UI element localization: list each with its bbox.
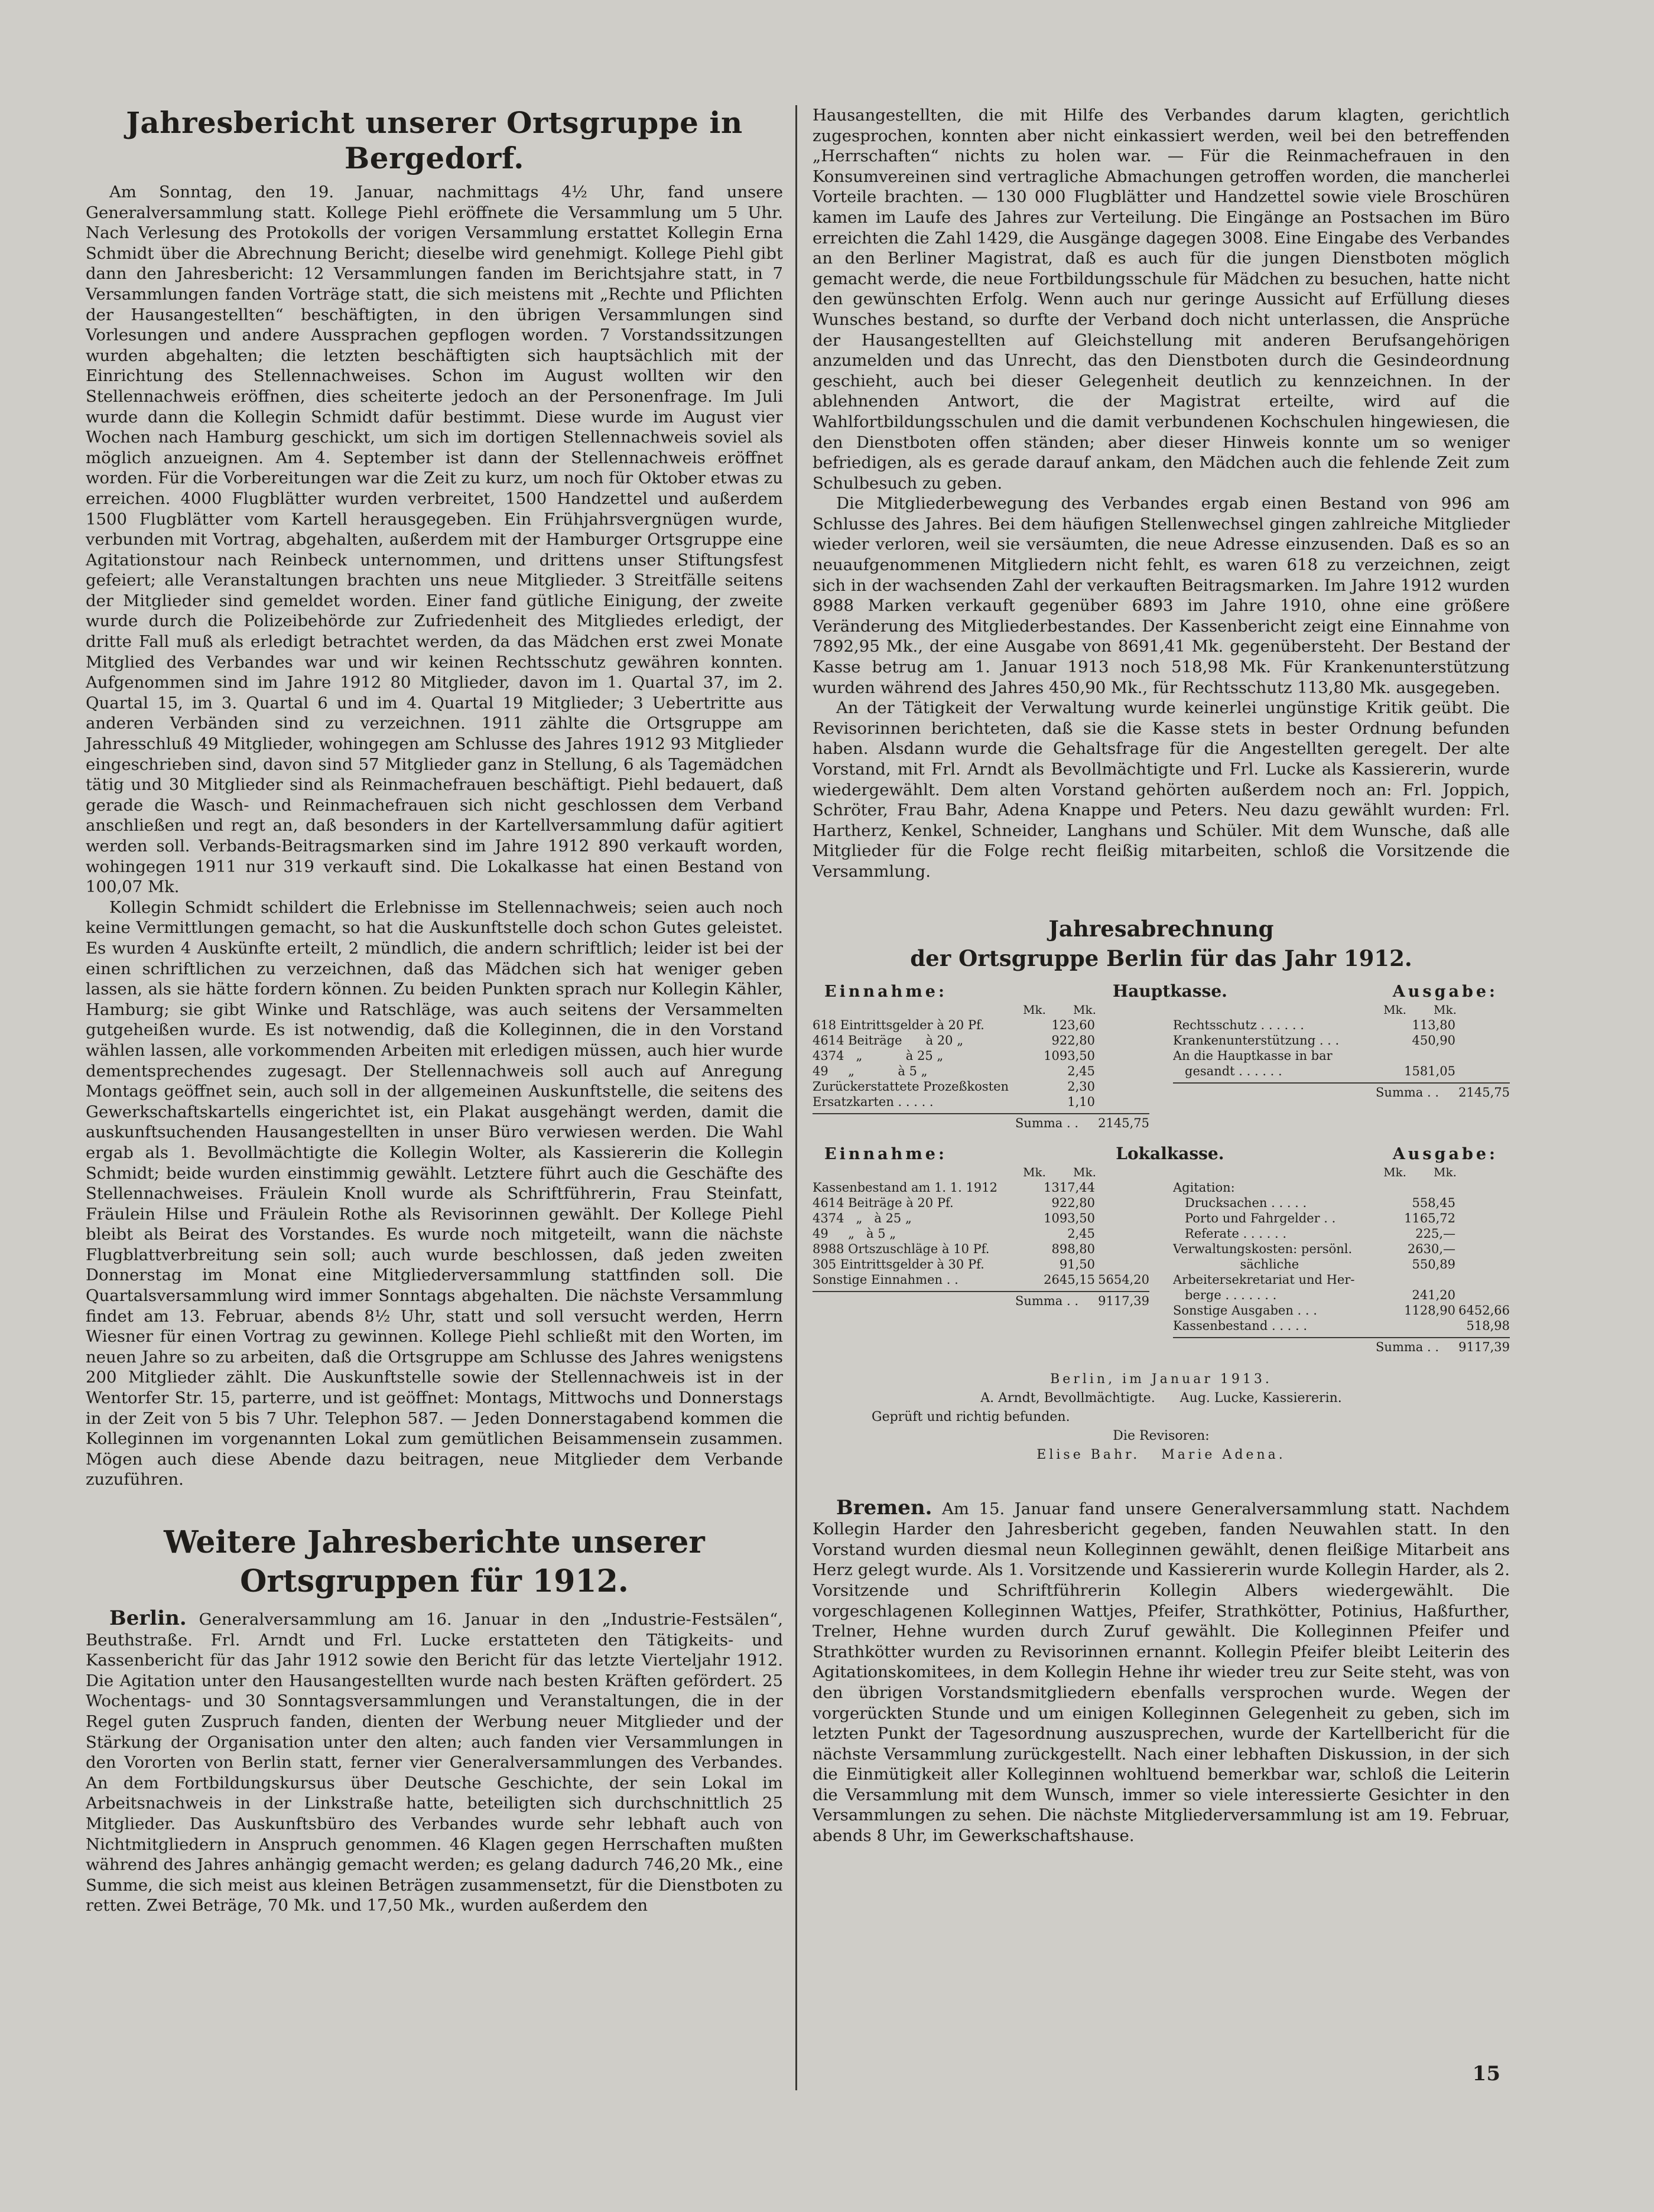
main-cash-ledger [813,981,1510,1131]
local-cash-body [813,1164,1510,1355]
local-income-units [813,1164,1149,1180]
ledger-row-label: 305 Eintrittsgelder à 30 Pf. [813,1257,984,1271]
ledger-row-value: 1093,50 [1044,1048,1095,1063]
ledger-row [813,1063,1149,1079]
ledger-row-label: Rechtsschutz . . . . . . [1173,1017,1304,1032]
ledger-row-label: Sonstige Einnahmen . . [813,1272,958,1287]
local-expense-units [1173,1164,1510,1180]
unit-label: Mk. [1383,1164,1407,1179]
ledger-row-label: Kassenbestand . . . . . [1173,1318,1308,1333]
sign-place-date: Berlin, im Januar 1913. [1050,1371,1272,1387]
ledger-row-label: gesandt . . . . . . [1173,1063,1282,1078]
ledger-row [1173,1287,1510,1303]
ledger-row-value: 518,98 [1466,1318,1510,1333]
ledger-row-value: 550,89 [1412,1257,1455,1271]
left-column [86,105,783,1916]
ledger-row-value: 6452,66 [1458,1303,1510,1318]
unit-label: Mk. [1073,1164,1096,1179]
ledger-row [1173,1063,1510,1079]
main-expense-rows [1173,1017,1510,1079]
local-income-rows [813,1180,1149,1287]
bergedorf-paragraph-2: Kollegin Schmidt schildert die Erlebnisse im Stellennachweis; seien auch noch keine Vermittlungen gemacht, so hat die Auskunftstelle doch schon Gutes geleistet. Es wurden 4 Auskünfte erteilt, 2 mündlich, die andern schriftlich; leider ist bei der einen schriftlichen zu verzeichnen, daß das Mädchen sich hat weniger geben lassen, als sie hätte fordern können. Zu beiden Punkten sprach nur Kollegin Kähler, Hamburg; sie gibt Winke und Ratschläge, was auch seitens der Versammelten gutgeheißen wurde. Es ist notwendig, daß die Kolleginnen, die in den Vorstand wählen lassen, alle vorkommenden Arbeiten mit erledigen müssen, auch hier wurde dementsprechendes zugesagt. Der Stellennachweis soll auch auf Anregung Montags geöffnet sein, auch soll in der allgemeinen Auskunftstelle, die seitens des Gewerkschaftskartells eingerichtet ist, ein Plakat ausgehängt werden, damit die auskunftsuchenden Hausangestellten in unser Büro verwiesen werden. Die Wahl ergab als 1. Bevollmächtigte die Kollegin Wolter, als Kassiererin die Kollegin Schmidt; beide wurden einstimmig gewählt. Letztere führt auch die Geschäfte des Stellennachweises. Fräulein Knoll wurde als Schriftführerin, Frau Steinfatt, Fräulein Hilse und Fräulein Rothe als Revisorinnen gewählt. Der Kollege Piehl bleibt als Beirat des Vorstandes. Es wurde noch mitgeteilt, wann die nächste Flugblattverbreitung sein soll; auch wurde beschlossen, daß jeden zweiten Donnerstag im Monat eine Mitgliederversammlung stattfinden soll. Die Quartalsversammlung wird immer Sonntags abgehalten. Die nächste Versammlung findet am 13. Februar, abends 8½ Uhr, statt und soll versucht werden, Herrn Wiesner für einen Vortrag zu gewinnen. Kollege Piehl schließt mit den Worten, im neuen Jahre so zu arbeiten, daß die Ortsgruppe am Schlusse des Jahres wenigstens 200 Mitglieder zählt. Die Auskunftstelle sowie der Stellennachweis ist in der Wentorfer Str. 15, parterre, und ist geöffnet: Montags, Mittwochs und Donnerstags in der Zeit von 5 bis 7 Uhr. Telephon 587. — Jeden Donnerstagabend kommen die Kolleginnen im vorgenannten Lokal zum gemütlichen Beisammensein zusammen. Mögen auch diese Abende dazu beitragen, neue Mitglieder dem Verbande zuzuführen. [86,897,783,1489]
ledger-row-label: Agitation: [1173,1180,1235,1195]
ledger-row-label: An die Hauptkasse in bar [1173,1048,1333,1063]
main-cash-header [813,981,1510,1001]
ledger-row [813,1257,1149,1272]
sign-revisors-names: Elise Bahr. Marie Adena. [1036,1447,1286,1462]
signature-block [813,1370,1510,1465]
ledger-row-label: Porto und Fahrgelder . . [1173,1211,1336,1225]
ledger-row-value: 2,45 [1067,1063,1095,1078]
ledger-row-label: Verwaltungskosten: persönl. [1173,1241,1353,1256]
main-income-side [813,1002,1149,1131]
ledger-row-value: 123,60 [1051,1017,1095,1032]
main-expense-units [1173,1002,1510,1017]
sign-revisors-label: Die Revisoren: [1113,1428,1210,1443]
sum-value: 2145,75 [1098,1115,1149,1130]
sum-label: Summa . . [1376,1339,1439,1354]
sum-value: 9117,39 [1098,1293,1149,1308]
ledger-row [813,1272,1149,1287]
ledger-row-label: 618 Eintrittsgelder à 20 Pf. [813,1017,984,1032]
ledger-row-label: Zurückerstattete Prozeßkosten [813,1079,1009,1094]
ledger-row-value: 2,45 [1067,1226,1095,1241]
ledger-row [813,1033,1149,1048]
ledger-row [1173,1226,1510,1241]
ledger-row-value: 450,90 [1412,1033,1455,1048]
sum-value: 2145,75 [1458,1085,1510,1100]
ledger-row-label: 8988 Ortszuschläge à 10 Pf. [813,1241,990,1256]
ledger-row [1173,1257,1510,1272]
ledger-row-value: 898,80 [1051,1241,1095,1256]
berlin-paragraph [86,1608,783,1916]
ledger-row-value: 922,80 [1051,1195,1095,1210]
ledger-row-value: 1317,44 [1044,1180,1095,1195]
ledger-row-value: 225,— [1415,1226,1455,1241]
unit-label: Mk. [1383,1002,1407,1017]
ledger-row [1173,1272,1510,1287]
ledger-row [1173,1195,1510,1211]
main-income-label: Einnahme: [824,982,947,1001]
ledger-row-label: Arbeitersekretariat und Her- [1173,1272,1355,1287]
ledger-row [813,1079,1149,1094]
ledger-row [1173,1211,1510,1226]
ledger-row-label: Ersatzkarten . . . . . [813,1094,934,1109]
ledger-row-label: 4614 Beiträge à 20 „ [813,1033,964,1048]
ledger-row-value: 1128,90 [1404,1303,1455,1318]
berlin-continuation-1: Hausangestellten, die mit Hilfe des Verbandes darum klagten, gerichtlich zugesprochen, konnten aber nicht einkassiert werden, weil bei den betreffenden „Herrschaften“ nichts zu holen war. — Für die Reinmachefrauen in den Konsumvereinen sind vertragliche Abmachungen getroffen worden, die mancherlei Vorteile brachten. — 130 000 Flugblätter und Handzettel sowie viele Broschüren kamen im Laufe des Jahres zur Verteilung. Die Eingänge an Postsachen im Büro erreichten die Zahl 1429, die Ausgänge dagegen 3008. Eine Eingabe des Verbandes an den Berliner Magistrat, daß es auch für die jungen Dienstboten möglich gemacht werde, die neue Fortbildungsschule für Mädchen zu besuchen, hatte nicht den gewünschten Erfolg. Wenn auch nur geringe Aussicht auf Erfüllung dieses Wunsches bestand, so durfte der Verband doch nicht unterlassen, die Ansprüche der Hausangestellten auf Gleichstellung mit anderen Berufsangehörigen anzumelden und das Unrecht, das den Dienstboten durch die Gesindeordnung geschieht, auch bei dieser Gelegenheit deutlich zu kennzeichnen. In der ablehnenden Antwort, die der Magistrat erteilte, wird auf die Wahlfortbildungsschulen und die damit verbundenen Kochschulen hingewiesen, die den Dienstboten offen ständen; aber dieser Hinweis konnte um so weniger befriedigen, als es gerade darauf ankam, den Mädchen auch die fehlende Zeit zum Schulbesuch zu geben. [813,106,1510,493]
sign-checked: Geprüft und richtig befunden. [872,1409,1070,1424]
ledger-row-value: 1581,05 [1404,1063,1455,1078]
main-expense-label: Ausgabe: [1392,982,1498,1001]
main-expense-side [1173,1002,1510,1131]
berlin-lead: Berlin. [109,1606,187,1630]
ledger-row [1173,1180,1510,1195]
annual-accounts-heading: Jahresabrechnung [1048,915,1274,942]
local-cash-header [813,1143,1510,1163]
annual-accounts-subheading: der Ortsgruppe Berlin für das Jahr 1912. [910,945,1412,971]
ledger-row-label: sächliche [1173,1257,1299,1271]
ledger-row-label: Drucksachen . . . . . [1173,1195,1307,1210]
unit-label: Mk. [1073,1002,1096,1017]
ledger-row-label: 4374 „ à 25 „ [813,1211,912,1225]
column-divider [795,105,797,2090]
ledger-row-label: 49 „ à 5 „ [813,1226,896,1241]
right-column [813,105,1510,1846]
berlin-continuation-2: Die Mitgliederbewegung des Verbandes ergab einen Bestand von 996 am Schlusse des Jahres. Bei dem häufigen Stellenwechsel gingen zahlreiche Mitglieder wieder verloren, weil sie versäumten, die neue Adresse einzusenden. Daß es so an neuaufgenommenen Mitgliedern nicht fehlt, es waren 618 zu verzeichnen, zeigt sich in der wachsenden Zahl der verkauften Beitragsmarken. Im Jahre 1912 wurden 8988 Marken verkauft gegenüber 6893 im Jahre 1910, ohne eine größere Veränderung des Mitgliederbestandes. Der Kassenbericht zeigt eine Einnahme von 7892,95 Mk., der eine Ausgabe von 8691,41 Mk. gegenübersteht. Der Bestand der Kasse betrug am 1. Januar 1913 noch 518,98 Mk. Für Krankenunterstützung wurden während des Jahres 450,90 Mk., für Rechtsschutz 113,80 Mk. ausgegeben. [813,494,1510,697]
berlin-text: Generalversammlung am 16. Januar in den „Industrie-Festsälen“, Beuthstraße. Frl. Arndt und Frl. Lucke erstatteten den Tätigkeits- und Kassenbericht für das Jahr 1912 sowie den Bericht für das letzte Vierteljahr 1912. Die Agitation unter den Hausangestellten wurde nach besten Kräften gefördert. 25 Wochentags- und 30 Sonntagsversammlungen und Veranstaltungen, die in der Regel guten Zuspruch fanden, dienten der Werbung neuer Mitglieder und der Stärkung der Organisation unter den alten; auch fanden vier Versammlungen in den Vororten von Berlin statt, ferner vier Generalversammlungen des Verbandes. An dem Fortbildungskursus über Deutsche Geschichte, der sein Lokal im Arbeitsnachweis in der Linkstraße hatte, beteiligten sich durchschnittlich 25 Mitglieder. Das Auskunftsbüro des Verbandes wurde sehr lebhaft auch von Nichtmitgliedern in Anspruch genommen. 46 Klagen gegen Herrschaften mußten während des Jahres anhängig gemacht werden; es gelang dadurch 746,20 Mk., eine Summe, die sich meist aus kleinen Beträgen zusammensetzt, für die Dienstboten zu retten. Zwei Beträge, 70 Mk. und 17,50 Mk., wurden außerdem den [86,1610,783,1915]
ledger-row-label: 4614 Beiträge à 20 Pf. [813,1195,954,1210]
sum-label: Summa . . [1015,1293,1078,1308]
ledger-row [813,1048,1149,1063]
ledger-row-label: 49 „ à 5 „ [813,1063,928,1078]
ledger-row-label: Referate . . . . . . [1173,1226,1286,1241]
unit-label: Mk. [1023,1002,1047,1017]
bremen-text: Am 15. Januar fand unsere Generalversammlung statt. Nachdem Kollegin Harder den Jahresbericht gegeben, fanden Neuwahlen statt. In den Vorstand wurden diesmal neun Kolleginnen gewählt, denen fleißige Mitarbeit ans Herz gelegt wurde. Als 1. Vorsitzende und Kassiererin wurde Kollegin Harder, als 2. Vorsitzende und Schriftführerin Kollegin Albers wiedergewählt. Die vorgeschlagenen Kolleginnen Wattjes, Pfeifer, Strathkötter, Potinius, Haßfurther, Trelner, Hehne wurden durch Zuruf gewählt. Die Kolleginnen Pfeifer und Strathkötter wurden zu Revisorinnen ernannt. Kollegin Pfeifer bleibt Leiterin des Agitationskomitees, in dem Kollegin Hehne ihr wieder treu zur Seite steht, was von den übrigen Vorstandsmitgliedern ebenfalls versprochen wurde. Wegen der vorgerückten Stunde und um einigen Kolleginnen Gelegenheit zu geben, sich im letzten Punkt der Tagesordnung auszusprechen, wurde der Kartellbericht für die nächste Versammlung zurückgestellt. Nach einer lebhaften Diskussion, in der sich die Einmütigkeit aller Kolleginnen wohltuend bemerkbar war, schloß die Leiterin die Versammlung mit dem Wunsch, immer so viele interessierte Gesichter in den Versammlungen zu sehen. Die nächste Mitgliederversammlung ist am 19. Februar, abends 8 Uhr, im Gewerkschaftshause. [813,1499,1510,1846]
unit-label: Mk. [1023,1164,1047,1179]
ledger-row-value: 2,30 [1067,1079,1095,1094]
ledger-row [1173,1303,1510,1318]
ledger-row [813,1226,1149,1241]
ledger-row-value: 91,50 [1059,1257,1095,1271]
sum-value: 9117,39 [1458,1339,1510,1354]
ledger-row [813,1195,1149,1211]
ledger-row [813,1180,1149,1195]
ledger-row [1173,1017,1510,1033]
local-income-label: Einnahme: [824,1144,947,1163]
local-expense-sum [1173,1337,1510,1355]
local-cash-section-title: Lokalkasse. [1116,1143,1224,1163]
ledger-row [813,1211,1149,1226]
berlin-continuation-3: An der Tätigkeit der Verwaltung wurde keinerlei ungünstige Kritik geübt. Die Revisorinnen berichteten, daß sie die Kasse stets in bester Ordnung befunden haben. Alsdann wurde die Gehaltsfrage für die Angestellten geregelt. Der alte Vorstand, mit Frl. Arndt als Bevollmächtigte und Frl. Lucke als Kassiererin, wurde wiedergewählt. Dem alten Vorstand gehörten außerdem noch an: Frl. Joppich, Schröter, Frau Bahr, Adena Knappe und Peters. Neu dazu gewählt wurden: Frl. Hartherz, Kenkel, Schneider, Langhans und Schüler. Mit dem Wunsche, daß alle Mitglieder für die Folge recht fleißig mitarbeiten, schloß die Vorsitzende die Versammlung. [813,698,1510,881]
unit-label: Mk. [1434,1164,1457,1179]
sum-label: Summa . . [1015,1115,1078,1130]
ledger-row-value: 1093,50 [1044,1211,1095,1225]
local-income-side [813,1164,1149,1355]
main-cash-body [813,1002,1510,1131]
ledger-row-value: 5654,20 [1098,1272,1149,1287]
main-expense-sum [1173,1082,1510,1100]
local-income-sum [813,1291,1149,1309]
bremen-paragraph [813,1495,1510,1846]
unit-label: Mk. [1434,1002,1457,1017]
ledger-row [813,1094,1149,1110]
ledger-row-value: 922,80 [1051,1033,1095,1048]
ledger-row-value: 1,10 [1067,1094,1095,1109]
local-cash-ledger [813,1143,1510,1355]
ledger-row-value: 113,80 [1412,1017,1455,1032]
ledger-row-value: 2645,15 [1044,1272,1095,1287]
local-expense-side [1173,1164,1510,1355]
annual-accounts-title [813,915,1510,972]
page-number: 15 [1472,2062,1500,2086]
ledger-row-value: 241,20 [1412,1287,1455,1302]
main-income-units [813,1002,1149,1017]
ledger-row-value: 558,45 [1412,1195,1455,1210]
main-income-rows [813,1017,1149,1110]
main-cash-section-title: Hauptkasse. [1112,981,1227,1001]
ledger-row [813,1017,1149,1033]
ledger-row [813,1241,1149,1257]
ledger-row [1173,1033,1510,1048]
bergedorf-headline: Jahresbericht unserer Ortsgruppe in Bergedorf. [126,105,743,175]
ledger-row [1173,1241,1510,1257]
bremen-lead: Bremen. [836,1495,932,1520]
ledger-row-label: Kassenbestand am 1. 1. 1912 [813,1180,997,1195]
ledger-row-value: 2630,— [1407,1241,1455,1256]
local-expense-rows [1173,1180,1510,1333]
further-reports-headline: Weitere Jahresberichte unserer Ortsgruppen für 1912. [164,1524,705,1599]
sum-label: Summa . . [1376,1085,1439,1100]
ledger-row-label: berge . . . . . . . [1173,1287,1277,1302]
bergedorf-paragraph-1: Am Sonntag, den 19. Januar, nachmittags 4½ Uhr, fand unsere Generalversammlung statt. Kollege Piehl eröffnete die Versammlung um 5 Uhr. Nach Verlesung des Protokolls der vorigen Versammlung erstattet Kollegin Erna Schmidt über die Abrechnung Bericht; dieselbe wird genehmigt. Kollege Piehl gibt dann den Jahresbericht: 12 Versammlungen fanden im Berichtsjahre statt, in 7 Versammlungen fanden Vorträge statt, die sich meistens mit „Rechte und Pflichten der Hausangestellten“ beschäftigten, in den übrigen Versammlungen sind Vorlesungen und andere Aussprachen gepflogen worden. 7 Vorstandssitzungen wurden abgehalten; die letzten beschäftigten sich hauptsächlich mit der Einrichtung des Stellennachweises. Schon im August wollten wir den Stellennachweis eröffnen, dies scheiterte jedoch an der Personenfrage. Im Juli wurde dann die Kollegin Schmidt dafür bestimmt. Diese wurde im August vier Wochen nach Hamburg geschickt, um sich im dortigen Stellennachweis soviel als möglich anzueignen. Am 4. September ist dann der Stellennachweis eröffnet worden. Für die Vorbereitungen war die Zeit zu kurz, um noch für Oktober etwas zu erreichen. 4000 Flugblätter wurden verbreitet, 1500 Handzettel und außerdem 1500 Flugblätter vom Kartell herausgegeben. Ein Frühjahrsvergnügen wurde, verbunden mit Vortrag, abgehalten, außerdem mit der Hamburger Ortsgruppe eine Agitationstour nach Reinbeck unternommen, und drittens unser Stiftungsfest gefeiert; alle Veranstaltungen brachten uns neue Mitglieder. 3 Streitfälle seitens der Mitglieder sind gemeldet worden. Einer fand gütliche Einigung, der zweite wurde durch die Polizeibehörde zur Zufriedenheit des Mitgliedes erledigt, der dritte Fall muß als erledigt betrachtet werden, da das Mädchen erst zwei Monate Mitglied des Verbandes war und wir keinen Rechtsschutz gewähren konnten. Aufgenommen sind im Jahre 1912 80 Mitglieder, davon im 1. Quartal 37, im 2. Quartal 15, im 3. Quartal 6 und im 4. Quartal 19 Mitglieder; 3 Uebertritte aus anderen Verbänden sind zu verzeichnen. 1911 zählte die Ortsgruppe am Jahresschluß 49 Mitglieder, wohingegen am Schlusse des Jahres 1912 93 Mitglieder eingeschrieben sind, davon sind 57 Mitglieder ganz in Stellung, 6 als Tagemädchen tätig und 30 Mitglieder sind als Reinmachefrauen beschäftigt. Piehl bedauert, daß gerade die Wasch- und Reinmachefrauen sich nicht geschlossen dem Verband anschließen und regt an, daß besonders in der Kartellversammlung dafür agitiert werden soll. Verbands-Beitragsmarken sind im Jahre 1912 890 verkauft worden, wohingegen 1911 nur 319 verkauft sind. Die Lokalkasse hat einen Bestand von 100,07 Mk. [86,183,783,897]
ledger-row-value: 1165,72 [1404,1211,1455,1225]
ledger-row [1173,1318,1510,1333]
local-expense-label: Ausgabe: [1392,1144,1498,1163]
ledger-row [1173,1048,1510,1063]
main-income-sum [813,1113,1149,1131]
ledger-row-label: 4374 „ à 25 „ [813,1048,944,1063]
sign-names: A. Arndt, Bevollmächtigte. Aug. Lucke, Kassiererin. [980,1390,1342,1406]
ledger-row-label: Sonstige Ausgaben . . . [1173,1303,1317,1318]
ledger-row-label: Krankenunterstützung . . . [1173,1033,1340,1048]
